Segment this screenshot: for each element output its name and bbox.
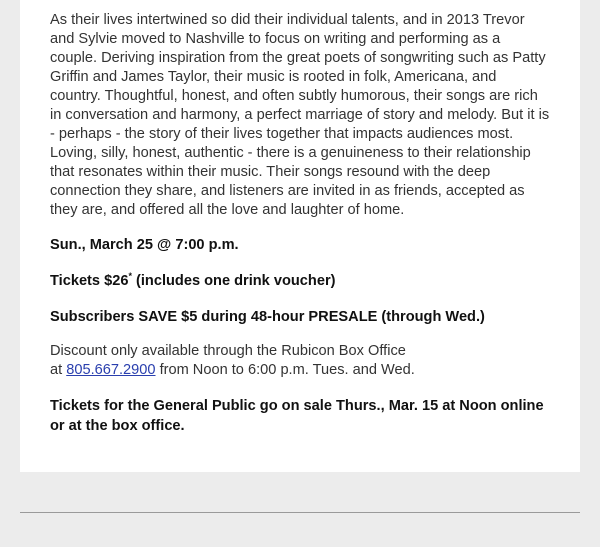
- ticket-price: [50, 271, 550, 291]
- artist-bio-paragraph: As their lives intertwined so did their individual talents, and in 2013 Trevor and Sylvie moved to Nashville to focus on writing and performing as a couple. Deriving inspiration from the great poets of songwriting such as Patty Griffin and James Taylor, their music is rooted in folk, Americana, and country. Thoughtful, honest, and often subtly humorous, their songs are rich in conversation and harmony, a perfect marriage of story and melody. But it is - perhaps - the story of their lives together that impacts audiences most. Loving, silly, honest, authentic - there is a genuineness to their relationship that resonates within their music. Their songs resound with the deep connection they share, and listeners are invited in as friends, accepted as they are, and offered all the love and laughter of home.: [50, 12, 550, 218]
- discount-note-hours: from Noon to 6:00 p.m. Tues. and Wed.: [155, 362, 415, 378]
- ticket-price-text: Tickets $26: [50, 273, 129, 289]
- event-date: Sun., March 25 @ 7:00 p.m.: [50, 237, 239, 253]
- discount-note: [50, 342, 550, 380]
- event-description: [50, 11, 550, 436]
- email-content-card: [20, 0, 580, 472]
- ticket-price-asterisk: *: [128, 271, 132, 282]
- discount-note-at: at: [50, 362, 67, 378]
- box-office-phone-link[interactable]: 805.667.2900: [66, 362, 156, 378]
- public-sale-notice: Tickets for the General Public go on sale Thurs., Mar. 15 at Noon online or at the box office.: [50, 398, 544, 434]
- subscriber-presale: Subscribers SAVE $5 during 48-hour PRESALE (through Wed.): [50, 309, 485, 325]
- discount-note-line1: Discount only available through the Rubicon Box Office: [50, 343, 406, 359]
- footer-divider: [20, 512, 580, 513]
- ticket-price-note: (includes one drink voucher): [131, 273, 336, 289]
